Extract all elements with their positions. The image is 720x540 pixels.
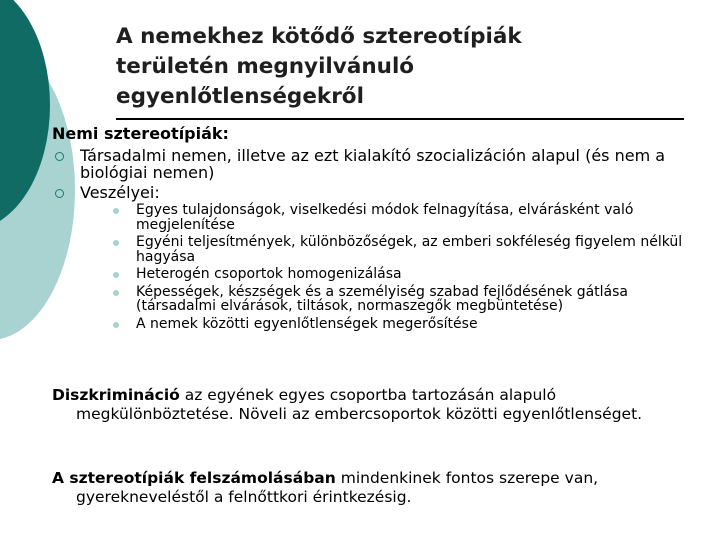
list-item-text: Társadalmi nemen, illetve az ezt kialakító szocializáción alapul (és nem a biológiai nemen) (80, 146, 666, 182)
list-item-text: Veszélyei: (80, 183, 160, 202)
danger-item: Egyéni teljesítmények, különbözőségek, az emberi sokféleség figyelem nélkül hagyása (108, 235, 702, 264)
discrimination-term: Diszkrimináció (52, 386, 180, 404)
danger-item: Egyes tulajdonságok, viselkedési módok felnagyítása, elvárásként való megjelenítése (108, 203, 702, 232)
title-line: A nemekhez kötődő sztereotípiák (116, 24, 522, 49)
slide-title (116, 22, 656, 112)
stereotypes-section (52, 124, 702, 334)
list-item (52, 147, 702, 181)
list-item (52, 184, 702, 331)
danger-item: A nemek közötti egyenlőtlenségek megerősítése (108, 317, 702, 332)
dot-bullet-icon (113, 240, 119, 246)
ring-bullet-icon (55, 152, 64, 161)
section-heading: Nemi sztereotípiák: (52, 124, 229, 143)
elimination-text: mindenkinek fontos szerepe van, gyerekneveléstől a felnőttkori érintkezésig. (76, 469, 599, 506)
title-line: területén megnyilvánuló (116, 54, 415, 79)
title-line: egyenlőtlenségekről (116, 84, 364, 109)
main-list (52, 147, 702, 331)
elimination-term: A sztereotípiák felszámolásában (52, 469, 336, 487)
dangers-list (80, 203, 702, 331)
dot-bullet-icon (113, 290, 119, 296)
ring-bullet-icon (55, 189, 64, 198)
elimination-paragraph (52, 469, 720, 507)
dot-bullet-icon (113, 208, 119, 214)
discrimination-text: az egyének egyes csoportba tartozásán alapuló megkülönböztetése. Növeli az embercsoportok közötti egyenlőtlenséget. (76, 386, 643, 423)
title-underline (116, 118, 684, 120)
discrimination-paragraph (52, 386, 716, 424)
dot-bullet-icon (113, 272, 119, 278)
danger-item: Heterogén csoportok homogenizálása (108, 267, 702, 282)
danger-item: Képességek, készségek és a személyiség szabad fejlődésének gátlása (társadalmi elvárások, tiltások, normaszegők megbüntetése) (108, 285, 702, 314)
dot-bullet-icon (113, 322, 119, 328)
